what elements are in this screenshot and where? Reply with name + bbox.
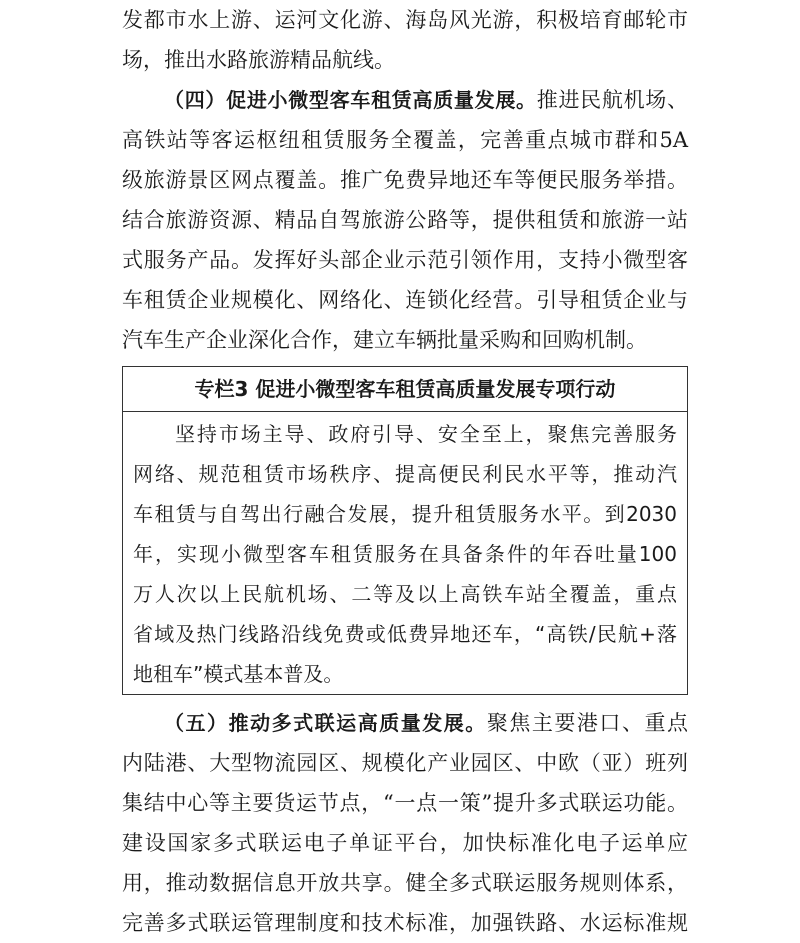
paragraph-line: 结合旅游资源、精品自驾旅游公路等，提供租赁和旅游一站 (122, 208, 688, 232)
paragraph-line: 发都市水上游、运河文化游、海岛风光游，积极培育邮轮市 (122, 8, 688, 32)
paragraph-line: 车租赁企业规模化、网络化、连锁化经营。引导租赁企业与 (122, 288, 688, 312)
section-5-first-line (122, 703, 688, 743)
section-4-paragraph (122, 80, 688, 360)
paragraph-line: 汽车生产企业深化合作，建立车辆批量采购和回购机制。 (122, 328, 647, 352)
paragraph-line: 完善多式联运管理制度和技术标准，加强铁路、水运标准规 (122, 911, 688, 935)
box-line: 地租车”模式基本普及。 (133, 662, 344, 686)
box-line: 车租赁与自驾出行融合发展，提升租赁服务水平。到2030 (133, 502, 677, 526)
section-4-heading: （四）促进小微型客车租赁高质量发展。 (164, 88, 537, 112)
box-line: 坚持市场主导、政府引导、安全至上，聚焦完善服务 (175, 422, 677, 446)
paragraph-line: 场，推出水路旅游精品航线。 (122, 48, 395, 72)
special-column-body (123, 412, 687, 694)
section-4-first-line (122, 80, 688, 120)
box-line: 万人次以上民航机场、二等及以上高铁车站全覆盖，重点 (133, 582, 677, 606)
paragraph-line: 用，推动数据信息开放共享。健全多式联运服务规则体系， (122, 871, 688, 895)
paragraph-line: 级旅游景区网点覆盖。推广免费异地还车等便民服务举措。 (122, 168, 688, 192)
paragraph-line: 式服务产品。发挥好头部企业示范引领作用，支持小微型客 (122, 248, 688, 272)
intro-paragraph (122, 0, 688, 80)
special-column-box (122, 366, 688, 695)
paragraph-line: 高铁站等客运枢纽租赁服务全覆盖，完善重点城市群和5A (122, 128, 688, 152)
section-5-paragraph (122, 703, 688, 943)
box-line: 省域及热门线路沿线免费或低费异地还车，“高铁/民航+落 (133, 622, 677, 646)
section-5-heading: （五）推动多式联运高质量发展。 (164, 711, 487, 735)
box-line: 年，实现小微型客车租赁服务在具备条件的年吞吐量100 (133, 542, 677, 566)
paragraph-line: 建设国家多式联运电子单证平台，加快标准化电子运单应 (122, 831, 688, 855)
special-column-title: 专栏3 促进小微型客车租赁高质量发展专项行动 (123, 367, 687, 412)
paragraph-line: 内陆港、大型物流园区、规模化产业园区、中欧（亚）班列 (122, 751, 688, 775)
paragraph-line: 集结中心等主要货运节点，“一点一策”提升多式联运功能。 (122, 791, 688, 815)
document-page (122, 0, 688, 943)
section-5-first-line-text: 聚焦主要港口、重点 (486, 711, 689, 735)
box-line: 网络、规范租赁市场秩序、提高便民利民水平等，推动汽 (133, 462, 677, 486)
section-4-first-line-text: 推进民航机场、 (536, 88, 688, 112)
